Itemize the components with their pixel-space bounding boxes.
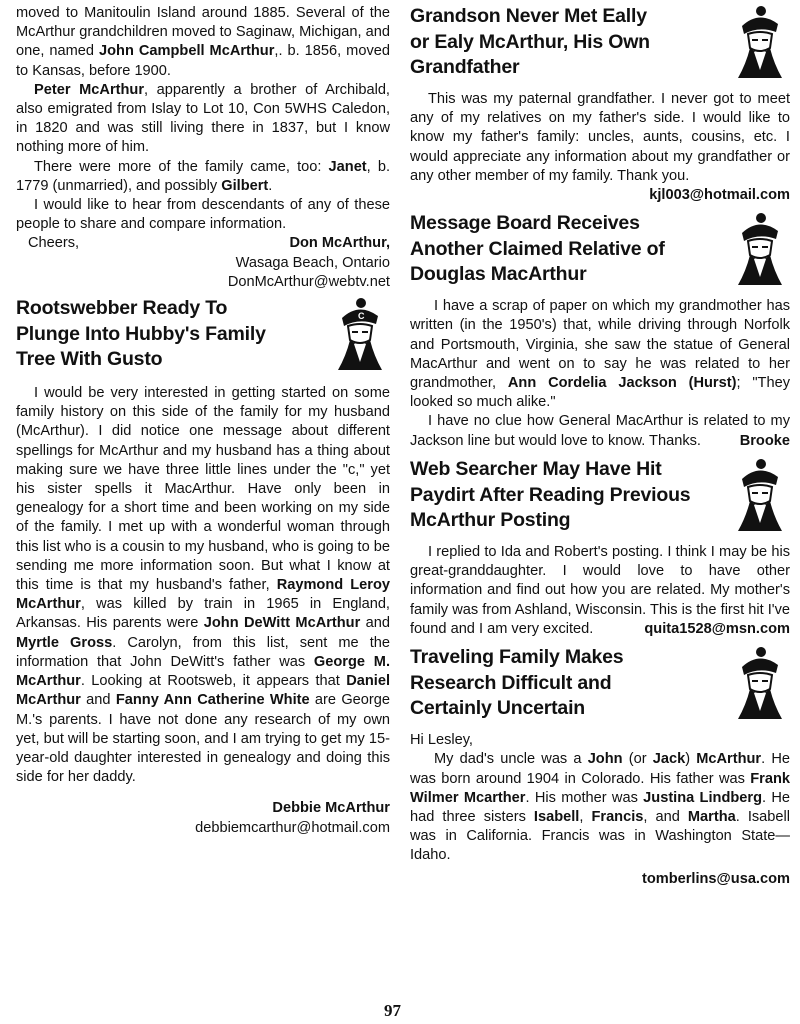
signature-email: DonMcArthur@webtv.net	[227, 273, 390, 290]
clan-crest-icon	[728, 211, 790, 289]
signature-debbie-email: debbiemcarthur@hotmail.com	[195, 819, 390, 836]
name-fanny: Fanny Ann Catherine White	[115, 692, 310, 709]
article-title: Rootswebber Ready To Plunge Into Hubby's Family Tree With Gusto	[16, 297, 266, 371]
body-part-a: I would be very interested in getting started on some family history on this side of the family for my husband (McArthur). I did notice one message about different spellings for McArthur and my husband has a thing about making sure we have three little lines under the "c," yet his sister spells it MacArthur. Have only been in genealogy for a short time and been working on my side of the family. I met up with a wonderful woman through this list who is a cousin to my husband, who is going to be sending me more information soon. But what I know at this time is that my husband's father,	[16, 385, 390, 594]
mb-part-b: ; "They looked so much alike."	[410, 375, 790, 411]
clan-crest-icon	[328, 296, 390, 374]
peter-paragraph	[16, 81, 390, 158]
name-john: John	[587, 751, 623, 768]
gilbert-tail: .	[268, 177, 273, 194]
body-part-b: , was killed by train in 1965 in England, Arkansas. His parents were	[16, 596, 390, 632]
traveling-body	[410, 750, 790, 865]
article-header-traveling	[410, 645, 790, 723]
grandson-body: This was my paternal grandfather. I never got to meet any of my relatives on my father's side. I would like to know my father's family: uncles, aunts, cousins, etc. I would appreciate any information about my grandfather or any other member of my family. Thank you.	[410, 91, 790, 184]
name-frank: Frank Wilmer Mcarther	[410, 770, 790, 806]
name-isabell: Isabell	[533, 809, 580, 826]
article-header-grandson	[410, 4, 790, 82]
signature-name: Don McArthur,	[289, 235, 390, 252]
tr-part-f: . He had three sisters	[410, 789, 790, 826]
mb-part-a: I have a scrap of paper on which my grandmother has written (in the 1950's) that, while driving through Norfolk and Portsmouth, Virginia, she saw the statue of General MacArthur and went on to say he was related to her grandmother,	[410, 298, 790, 392]
article-title-message-board: Message Board Receives Another Claimed Relative of Douglas MacArthur	[410, 212, 665, 286]
family-paragraph	[16, 158, 390, 196]
signature-place: Wasaga Beach, Ontario	[235, 254, 390, 271]
tr-part-a: My dad's uncle was a	[434, 751, 588, 768]
web-searcher-body: I replied to Ida and Robert's posting. I think I may be his great-granddaughter. I would love to have other information and find out how you are related. My mother's family was from Ashland, Wisconsin. This is the first hit I've found and I am very excited.	[410, 544, 790, 637]
signature-quita: quita1528@msn.com	[644, 621, 790, 638]
hear-paragraph	[16, 196, 390, 234]
rootswebber-body	[16, 384, 390, 787]
signature-brooke: Brooke	[739, 432, 790, 449]
article-title-web-searcher: Web Searcher May Have Hit Paydirt After Reading Previous McArthur Posting	[410, 458, 691, 532]
name-john-dewitt: John DeWitt McArthur	[203, 615, 361, 632]
article-title-grandson: Grandson Never Met Eally or Ealy McArthur, His Own Grandfather	[410, 5, 650, 78]
peter-text: , apparently a brother of Archibald, also emigrated from Islay to Lot 10, Con 5WHS Caledon, in 1820 and was still living there in 1837, but I know nothing more of him.	[16, 81, 390, 156]
name-jack: Jack	[652, 751, 686, 768]
body-part-e: . Looking at Rootsweb, it appears that	[80, 673, 347, 690]
name-justina: Justina Lindberg	[643, 789, 762, 806]
cheers-row	[16, 234, 390, 253]
body-part-g: are George M.'s parents. I have not done any research of my own yet, but will be starting soon, and I am trying to get my 15-year-old daughter interested in genealogy and doing this side for her daddy.	[16, 692, 390, 786]
tr-part-e: . His mother was	[525, 789, 644, 806]
signature-debbie: Debbie McArthur	[272, 800, 390, 817]
gilbert-name: Gilbert	[221, 177, 269, 194]
article-header-rootswebber	[16, 296, 390, 374]
signature-tomberlins: tomberlins@usa.com	[641, 870, 790, 887]
intro-text: moved to Manitoulin Island around 1885. Several of the McArthur grandchildren moved to Saginaw, Michigan, and one, named	[16, 5, 390, 60]
name-raymond: Raymond Leroy McArthur	[16, 577, 390, 613]
article-header-web-searcher	[410, 457, 790, 535]
traveling-greeting: Hi Lesley,	[410, 732, 473, 749]
left-column	[16, 4, 390, 838]
name-myrtle: Myrtle Gross	[16, 634, 113, 651]
name-mcarthur: McArthur	[696, 751, 762, 768]
body-part-f: and	[80, 692, 116, 709]
cheers-text: Cheers,	[28, 235, 80, 252]
peter-name: Peter McArthur	[34, 81, 144, 98]
tr-part-d: . He was born around 1904 in Colorado. His father was	[410, 751, 790, 787]
clan-crest-icon	[728, 457, 790, 535]
name-george: George M. McArthur	[16, 653, 390, 690]
article-title-traveling: Traveling Family Makes Research Difficult and Certainly Uncertain	[410, 646, 624, 720]
tr-part-g: . Isabell was in California. Francis was in Washington State—Idaho.	[410, 809, 791, 864]
intro-paragraph	[16, 4, 390, 81]
tr-part-c: )	[685, 751, 697, 768]
tr-part-b: (or	[622, 751, 653, 768]
body-part-d: . Carolyn, from this list, sent me the information that John DeWitt's father was	[16, 634, 391, 670]
intro-name: John Campbell McArthur	[99, 43, 275, 60]
name-francis: Francis	[591, 809, 644, 826]
tr-comma: ,	[579, 809, 592, 826]
janet-name: Janet	[328, 158, 367, 175]
intro-tail: ,. b. 1856, moved to Kansas, before 1900.	[16, 43, 390, 79]
right-column	[410, 4, 790, 889]
hear-text: I would like to hear from descendants of any of these people to share and compare information.	[16, 197, 390, 233]
clan-crest-icon	[728, 4, 790, 82]
tr-and: , and	[643, 809, 688, 826]
body-part-c: and	[360, 615, 390, 632]
signature-kjl003: kjl003@hotmail.com	[649, 187, 790, 204]
name-martha: Martha	[687, 809, 736, 826]
message-board-body	[410, 297, 790, 412]
name-daniel: Daniel McArthur	[16, 673, 390, 709]
name-ann-cordelia: Ann Cordelia Jackson (Hurst)	[507, 375, 737, 392]
svg-text:C: C	[358, 311, 365, 322]
janet-text: , b. 1779 (unmarried), and possibly	[16, 158, 391, 194]
mb-part-c: I have no clue how General MacArthur is related to my Jackson line but would love to know. Thanks.	[410, 413, 790, 449]
page-number: 97	[384, 1001, 401, 1020]
clan-crest-icon	[728, 645, 790, 723]
article-header-message-board	[410, 211, 790, 289]
more-text: There were more of the family came, too:	[34, 158, 329, 175]
